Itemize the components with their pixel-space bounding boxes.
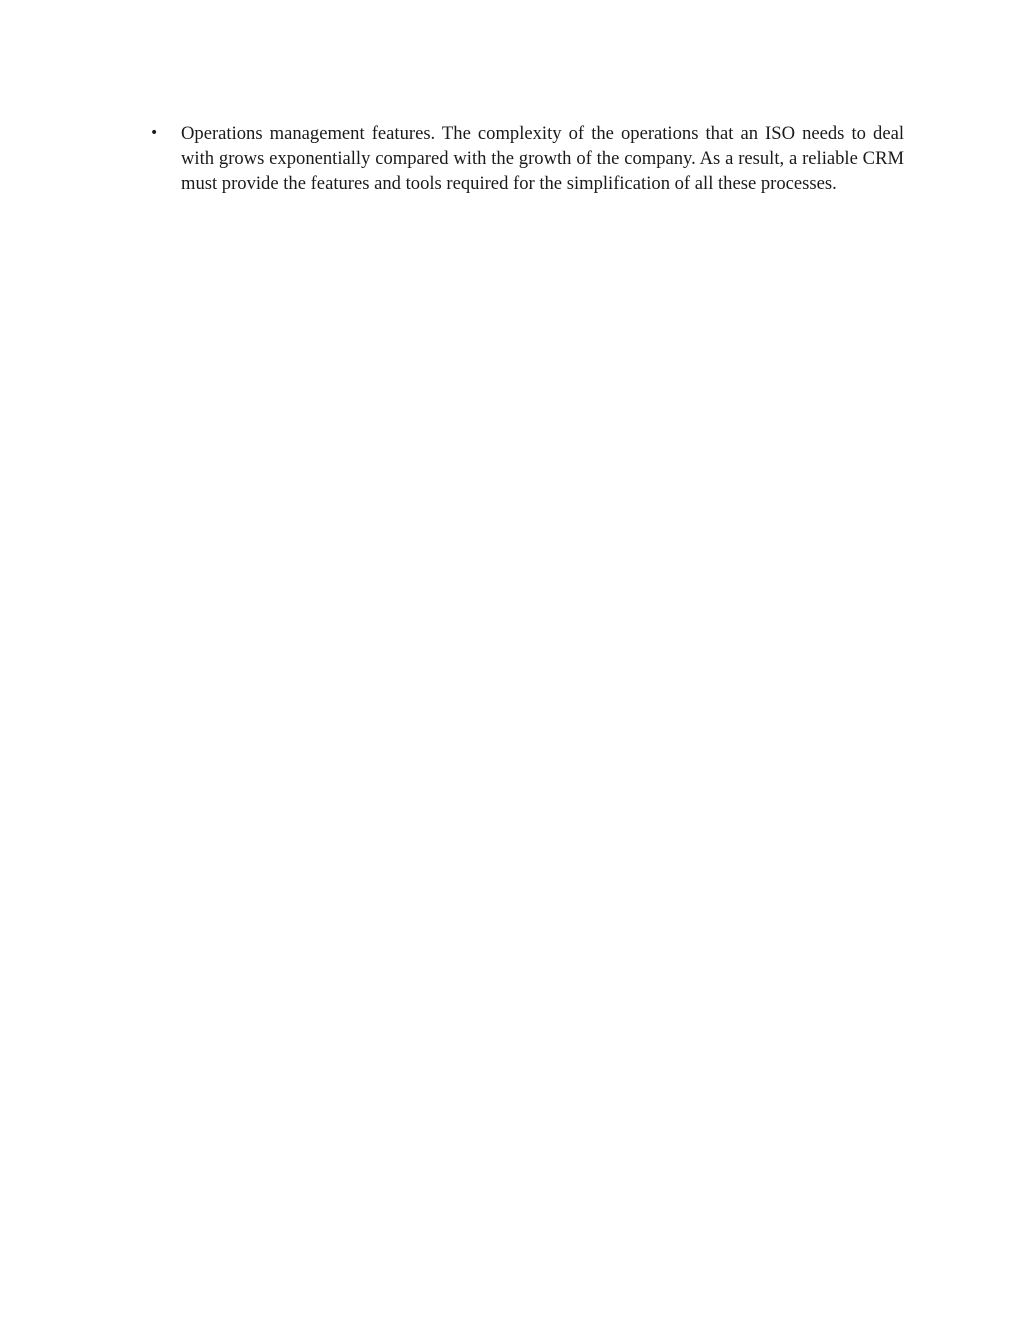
list-item <box>147 121 904 196</box>
bullet-icon: • <box>150 125 159 141</box>
bullet-list <box>147 121 904 196</box>
list-item-text: Operations management features. The complexity of the operations that an ISO needs to deal with grows exponentially compared with the growth of the company. As a result, a reliable CRM must provide the features and tools required for the simplification of all these processes. <box>181 123 904 194</box>
